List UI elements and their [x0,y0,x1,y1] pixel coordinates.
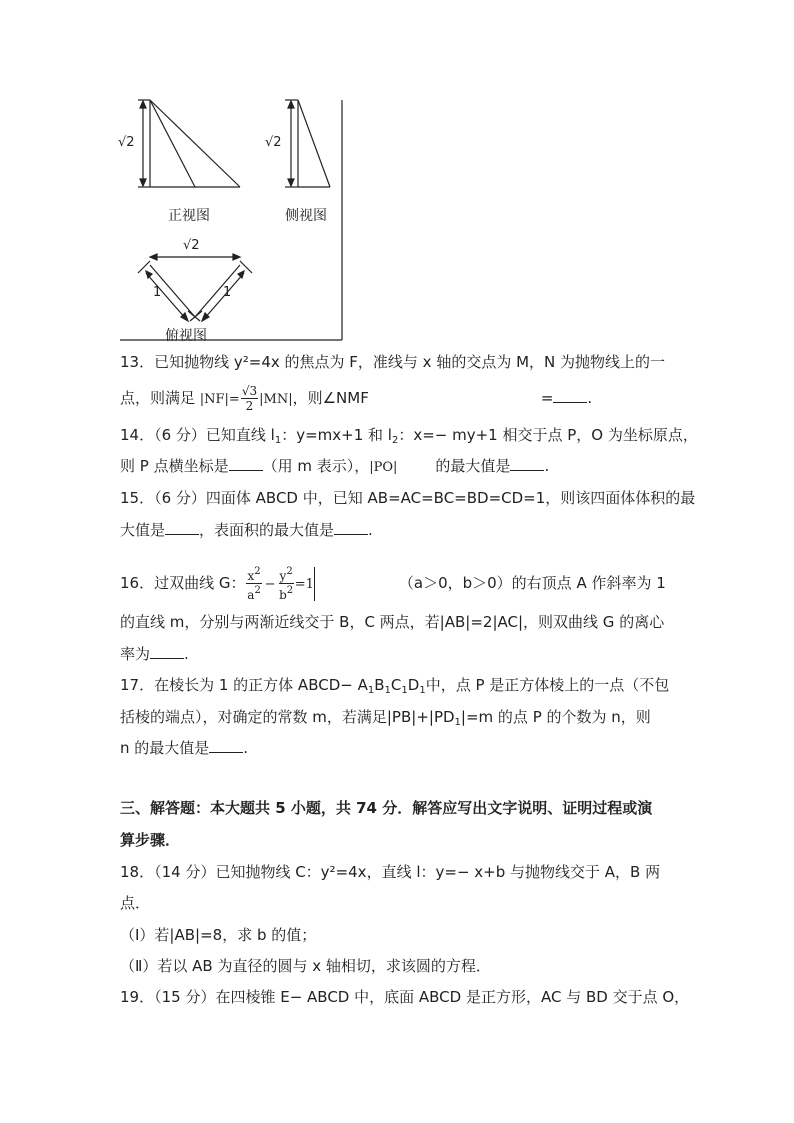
q13-frac-den: 2 [245,399,254,413]
q13-text2a: 点，则满足 [120,389,200,407]
q13-mn: |MN| [259,392,293,407]
q19-line1 [120,987,689,1007]
q13-text1: 13．已知抛物线 y²=4x 的焦点为 F，准线与 x 轴的交点为 M，N 为抛物线上的一 [120,353,666,371]
q13-line1 [120,352,665,372]
q18-part1 [120,925,316,945]
q14-po: |PO| [369,460,398,475]
q16-line3 [120,644,189,664]
q16-text2: 的直线 m，分别与两渐近线交于 B，C 两点，若|AB|=2|AC|，则双曲线 G 的离心 [120,613,665,631]
q16-eq1: =1 [294,577,314,592]
q18-part2-text: （Ⅱ）若以 AB 为直径的圆与 x 轴相切，求该圆的方程． [120,957,491,975]
q14-text2c: 的最大值是 [435,457,511,475]
q17-c: C [390,676,402,694]
q14-blank2 [510,456,544,471]
q13-eq: = [540,389,554,407]
q15-line1 [120,488,695,508]
q16-x: x [247,569,255,583]
q19-text1: 19．（15 分）在四棱锥 E− ABCD 中，底面 ABCD 是正方形，AC 与 BD 交于点 O， [120,988,690,1006]
q17-sub-pd: 1 [454,717,461,728]
q15-text2b: ，表面积的最大值是 [199,521,335,539]
q14-line2 [120,456,549,478]
q18-part2 [120,956,491,976]
q16-x-sq: 2 [254,566,261,577]
q18-line2 [120,893,150,913]
q16-vbar [314,567,315,601]
q17-text1b: 中，点 P 是正方体棱上的一点（不包 [425,676,670,694]
section3-text2: 算步骤． [120,831,181,849]
q13-text2b: ，则∠NMF [292,389,369,407]
q16-b: b [279,588,287,602]
q16-blank [150,644,184,659]
q16-y-sq: 2 [286,566,293,577]
q14-text1b: ：y=mx+1 和 l [281,426,392,444]
q18-text1: 18．（14 分）已知抛物线 C：y²=4x，直线 l：y=− x+b 与抛物线交于 A，B 两 [120,863,661,881]
q15-blank2 [334,520,368,535]
q14-line1 [120,425,698,451]
front-caption: 正视图 [168,208,210,224]
q17-text2b: |=m 的点 P 的个数为 n，则 [460,708,651,726]
top-caption: 俯视图 [165,328,207,344]
q17-text1a: 17．在棱长为 1 的正方体 ABCD− A [120,676,368,694]
q17-sub-b: 1 [384,685,391,696]
front-side-label: √2 [118,135,135,150]
q15-text2a: 大值是 [120,521,166,539]
q16-y: y [279,569,287,583]
q16-text1b: （a＞0，b＞0）的右顶点 A 作斜率为 1 [398,574,666,592]
q18-text2: 点． [120,894,151,912]
q14-sub2: 2 [391,435,399,446]
q15-line2 [120,520,373,540]
q18-part1-text: （Ⅰ）若|AB|=8，求 b 的值； [120,926,317,944]
q16-end: . [184,645,189,663]
q17-text2a: 括棱的端点），对确定的常数 m，若满足|PB|+|PD [120,708,455,726]
q16-a: a [247,588,255,602]
q17-line3 [120,738,248,758]
q13-nf: |NF|= [199,392,240,407]
q16-b-sq: 2 [286,585,294,596]
q15-blank1 [165,520,199,535]
q17-sub-c: 1 [401,685,408,696]
section3-text1: 三、解答题：本大题共 5 小题，共 74 分．解答应写出文字说明、证明过程或演 [120,799,653,817]
top-top-label: √2 [183,238,200,253]
q15-end: . [368,521,373,539]
top-right-label: 1 [223,285,232,300]
q13-end: . [587,389,593,407]
q13-frac-num: √3 [241,384,258,398]
q17-d: D [407,676,420,694]
three-view-figure [110,95,350,345]
q16-line1: 16．过双曲线 G： $\frac{x^2}{a^2}$ − $\frac{y^2}{b^2}$ =1 （a＞0，b＞0）的右顶点 A 作斜率为 1 [120,566,666,602]
q16-a-sq: 2 [254,585,261,596]
section3-line1 [120,798,652,818]
q17-blank [209,738,243,753]
q16-frac-y [279,565,294,602]
q16-line2 [120,612,664,632]
q14-end: . [544,457,550,475]
q17-sub-d: 1 [419,685,426,696]
q17-line2 [120,707,651,733]
q17-sub-a: 1 [367,685,375,696]
q13-blank [553,388,587,403]
q14-sub1: 1 [274,435,282,446]
q16-frac-x [246,565,261,602]
q17-line1 [120,675,669,701]
q14-text2b: （用 m 表示）， [262,457,370,475]
section3-line2 [120,830,180,850]
q17-b: B [374,676,385,694]
q14-text2a: 则 P 点横坐标是 [120,457,229,475]
q16-text3a: 率为 [120,645,151,663]
q17-text3a: n 的最大值是 [120,739,210,757]
q14-blank1 [229,456,263,471]
side-caption: 侧视图 [285,208,327,224]
q14-text1c: ：x=− my+1 相交于点 P，O 为坐标原点， [398,426,698,444]
q14-text1a: 14．（6 分）已知直线 l [120,426,275,444]
q15-text1: 15．（6 分）四面体 ABCD 中，已知 AB=AC=BC=BD=CD=1，则该四面体体积的最 [120,489,696,507]
q18-line1 [120,862,660,882]
side-side-label: √2 [265,135,282,150]
q16-text1a: 16．过双曲线 G： [120,574,246,592]
q17-end: . [243,739,249,757]
top-left-label: 1 [153,285,162,300]
q13-fraction [241,384,258,413]
q13-line2 [120,384,592,413]
